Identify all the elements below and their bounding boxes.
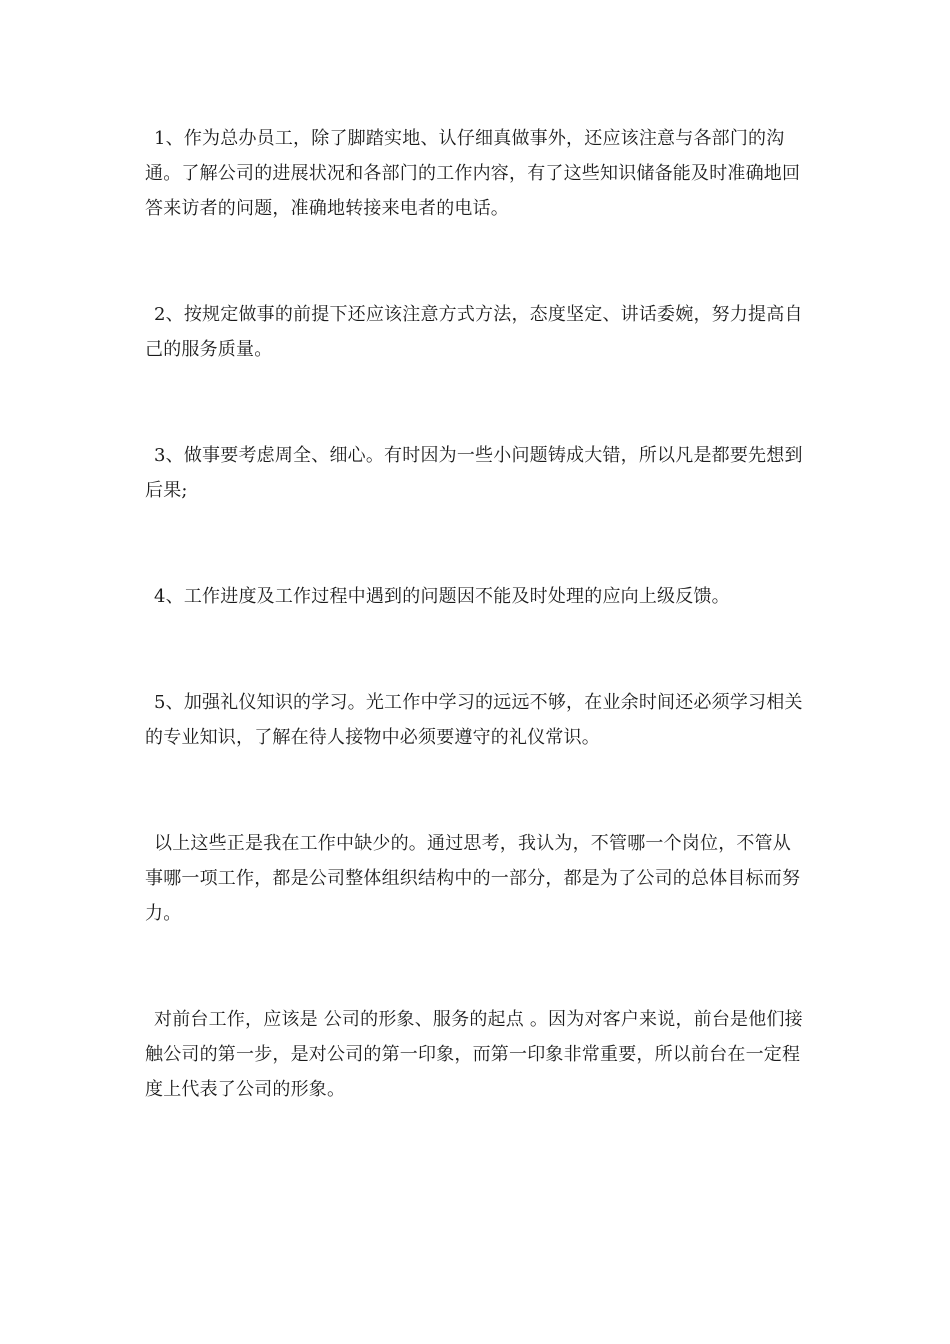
- paragraph-2: 2、按规定做事的前提下还应该注意方式方法，态度坚定、讲话委婉，努力提高自己的服务质量。: [145, 304, 803, 360]
- paragraph-1: 1、作为总办员工，除了脚踏实地、认仔细真做事外，还应该注意与各部门的沟通。了解公司的进展状况和各部门的工作内容，有了这些知识储备能及时准确地回答来访者的问题，准确地转接来电者的电话。: [145, 128, 801, 219]
- document-body: [145, 121, 805, 1107]
- paragraph-5: 5、加强礼仪知识的学习。光工作中学习的远远不够，在业余时间还必须学习相关的专业知识，了解在待人接物中必须要遵守的礼仪常识。: [145, 692, 803, 748]
- paragraph-6: 以上这些正是我在工作中缺少的。通过思考，我认为，不管哪一个岗位，不管从事哪一项工作，都是公司整体组织结构中的一部分，都是为了公司的总体目标而努力。: [145, 833, 801, 924]
- paragraph-4: 4、工作进度及工作过程中遇到的问题因不能及时处理的应向上级反馈。: [154, 586, 730, 607]
- paragraph-3: 3、做事要考虑周全、细心。有时因为一些小问题铸成大错，所以凡是都要先想到后果;: [145, 445, 803, 501]
- paragraph-7: 对前台工作，应该是 公司的形象、服务的起点 。因为对客户来说，前台是他们接触公司的第一步，是对公司的第一印象，而第一印象非常重要，所以前台在一定程度上代表了公司的形象。: [145, 1009, 803, 1100]
